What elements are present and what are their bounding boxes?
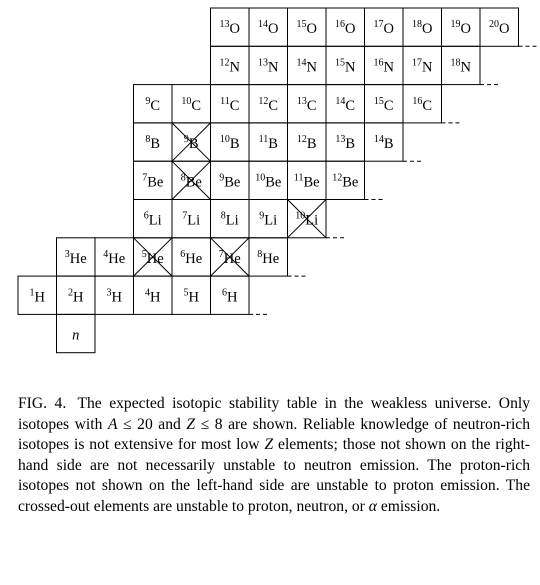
isotope-label: [257, 249, 279, 267]
element-symbol: N: [268, 59, 279, 76]
isotope-label: [220, 134, 240, 152]
isotope-cell: [172, 276, 211, 314]
isotope-cell: [326, 161, 365, 199]
isotope-label: [258, 57, 279, 75]
mass-number: 11: [293, 172, 304, 184]
element-symbol: B: [188, 136, 199, 153]
caption-run: ≤ 8 are shown. Reliable knowledge of neutron-rich isotopes is not extensive for most low: [18, 415, 530, 454]
element-symbol: Be: [342, 174, 359, 191]
mass-number: 6: [222, 287, 228, 299]
isotope-label: [181, 96, 201, 114]
element-symbol: H: [111, 289, 122, 306]
element-symbol: Li: [148, 212, 162, 229]
element-symbol: He: [185, 250, 203, 267]
isotope-cell: [326, 46, 365, 84]
mass-number: 8: [257, 248, 263, 260]
isotope-label: [72, 328, 79, 344]
isotope-cell: [365, 8, 404, 46]
isotope-label: [255, 172, 281, 190]
mass-number: 12: [219, 57, 230, 69]
isotope-label: [374, 57, 395, 75]
mass-number: 14: [296, 57, 307, 69]
isotope-label: [294, 172, 320, 190]
isotope-cell: [365, 46, 404, 84]
element-symbol: O: [268, 21, 279, 38]
mass-number: 10: [181, 95, 192, 107]
isotope-cell: [249, 161, 288, 199]
isotope-cell: [249, 123, 288, 161]
element-symbol: O: [229, 21, 240, 38]
isotope-cell: [249, 238, 288, 276]
element-symbol: H: [150, 289, 161, 306]
mass-number: 13: [296, 95, 307, 107]
isotope-cell: [211, 8, 250, 46]
isotope-cell: [172, 161, 211, 199]
element-symbol: O: [460, 21, 471, 38]
isotope-cell: [249, 85, 288, 123]
isotope-label: [259, 211, 277, 229]
isotope-cell: [249, 8, 288, 46]
element-symbol: Be: [147, 174, 164, 191]
isotope-label: [451, 19, 471, 37]
isotope-label: [297, 19, 317, 37]
element-symbol: He: [69, 250, 87, 267]
isotope-label: [335, 96, 355, 114]
mass-number: 12: [258, 95, 269, 107]
isotope-label: [30, 287, 46, 305]
isotope-cell: [249, 46, 288, 84]
element-symbol: He: [108, 250, 126, 267]
mass-number: 1: [29, 287, 35, 299]
mass-number: 13: [219, 19, 230, 31]
isotope-cell: [95, 238, 134, 276]
isotope-label: [374, 134, 394, 152]
isotope-label: [107, 287, 123, 305]
element-symbol: O: [306, 21, 317, 38]
isotope-cell: [326, 8, 365, 46]
element-symbol: Be: [224, 174, 241, 191]
mass-number: 6: [180, 248, 186, 260]
element-symbol: Be: [303, 174, 320, 191]
element-symbol: Be: [265, 174, 282, 191]
mass-number: 15: [373, 95, 384, 107]
isotope-label: [184, 134, 199, 152]
isotope-cell: [211, 123, 250, 161]
isotope-cell: [288, 85, 327, 123]
isotope-label: [297, 57, 318, 75]
isotope-cell: [57, 238, 96, 276]
element-symbol: Li: [225, 212, 239, 229]
element-symbol: H: [73, 289, 84, 306]
isotope-cell: [288, 46, 327, 84]
isotope-cell: [172, 200, 211, 238]
isotope-label: [180, 249, 202, 267]
element-symbol: N: [345, 59, 356, 76]
isotope-cell: [172, 238, 211, 276]
isotope-label: [220, 57, 241, 75]
isotope-label: [259, 134, 278, 152]
element-symbol: C: [229, 97, 240, 114]
isotope-cell: [211, 200, 250, 238]
isotope-cell: [403, 8, 442, 46]
isotope-label: [222, 287, 238, 305]
figure-caption: [18, 394, 530, 518]
element-symbol: O: [383, 21, 394, 38]
isotope-cell: [18, 276, 57, 314]
element-symbol: N: [383, 59, 394, 76]
isotope-cell: [403, 85, 442, 123]
mass-number: 17: [373, 19, 384, 31]
element-symbol: C: [150, 97, 161, 114]
isotope-label: [335, 134, 355, 152]
mass-number: 12: [296, 134, 307, 146]
caption-text: [18, 395, 530, 515]
isotope-label: [412, 57, 433, 75]
mass-number: 5: [141, 248, 147, 260]
mass-number: 20: [489, 19, 500, 31]
element-symbol: C: [345, 97, 356, 114]
caption-run: Z: [264, 436, 274, 454]
element-symbol: B: [229, 136, 240, 153]
isotope-cell: [57, 314, 96, 352]
isotope-cell: [442, 46, 481, 84]
isotope-label: [145, 287, 161, 305]
element-symbol: C: [191, 97, 202, 114]
mass-number: 18: [450, 57, 461, 69]
isotope-label: [220, 19, 240, 37]
isotope-cell: [134, 200, 173, 238]
element-symbol: N: [229, 59, 240, 76]
mass-number: 17: [412, 57, 423, 69]
isotope-cell: [134, 238, 173, 276]
element-symbol: N: [422, 59, 433, 76]
isotope-cell: [172, 85, 211, 123]
element-symbol: Li: [264, 212, 278, 229]
isotope-label: [184, 287, 200, 305]
mass-number: 16: [412, 95, 423, 107]
element-symbol: O: [345, 21, 356, 38]
mass-number: 9: [219, 172, 225, 184]
caption-run: A: [107, 415, 118, 433]
isotope-cell: [403, 46, 442, 84]
isotope-cell: [326, 123, 365, 161]
mass-number: 11: [258, 134, 269, 146]
element-symbol: He: [262, 250, 280, 267]
element-symbol: H: [227, 289, 238, 306]
mass-number: 10: [295, 210, 306, 222]
element-symbol: B: [345, 136, 356, 153]
caption-run: The expected isotopic stability table in the weakless universe. Only isotopes with: [18, 395, 530, 433]
isotope-label: [335, 19, 355, 37]
isotope-label: [374, 19, 394, 37]
mass-number: 8: [145, 134, 151, 146]
isotope-cell: [211, 46, 250, 84]
element-symbol: Be: [185, 174, 202, 191]
isotope-cell: [288, 161, 327, 199]
isotope-cell: [57, 276, 96, 314]
isotope-label: [145, 134, 160, 152]
mass-number: 16: [373, 57, 384, 69]
isotope-label: [142, 172, 163, 190]
mass-number: 7: [218, 248, 224, 260]
mass-number: 16: [335, 19, 346, 31]
mass-number: 15: [296, 19, 307, 31]
isotope-label: [68, 287, 84, 305]
mass-number: 7: [142, 172, 148, 184]
element-symbol: N: [460, 59, 471, 76]
mass-number: 10: [255, 172, 266, 184]
mass-number: 9: [259, 210, 265, 222]
caption-run: α: [368, 497, 377, 515]
mass-number: 10: [219, 134, 230, 146]
mass-number: 13: [258, 57, 269, 69]
isotope-cell: [442, 8, 481, 46]
isotope-cell: [211, 161, 250, 199]
mass-number: 18: [412, 19, 423, 31]
element-symbol: B: [150, 136, 161, 153]
isotope-cell: [480, 8, 519, 46]
mass-number: 2: [68, 287, 74, 299]
isotope-label: [65, 249, 87, 267]
isotope-label: [489, 19, 509, 37]
mass-number: 4: [145, 287, 151, 299]
mass-number: 14: [373, 134, 384, 146]
mass-number: 6: [143, 210, 149, 222]
isotope-cell: [211, 276, 250, 314]
isotope-label: [220, 96, 239, 114]
element-symbol: H: [34, 289, 45, 306]
isotope-cell: [134, 85, 173, 123]
element-symbol: B: [306, 136, 317, 153]
mass-number: 4: [103, 248, 109, 260]
element-symbol: Li: [305, 212, 319, 229]
isotope-cell: [249, 200, 288, 238]
element-symbol: C: [268, 97, 279, 114]
mass-number: 12: [332, 172, 343, 184]
mass-number: 9: [183, 134, 189, 146]
element-symbol: He: [223, 250, 241, 267]
element-symbol: O: [422, 21, 433, 38]
mass-number: 8: [180, 172, 186, 184]
mass-number: 11: [220, 95, 230, 107]
isotope-cell: [134, 161, 173, 199]
element-symbol: C: [306, 97, 317, 114]
element-symbol: H: [188, 289, 199, 306]
element-symbol: C: [383, 97, 394, 114]
caption-run: Z: [186, 415, 196, 433]
isotope-label: [451, 57, 472, 75]
element-symbol: Li: [187, 212, 201, 229]
element-symbol: He: [146, 250, 164, 267]
isotope-cell: [288, 8, 327, 46]
mass-number: 8: [220, 210, 226, 222]
mass-number: 7: [182, 210, 188, 222]
caption-run: ≤ 20 and: [117, 415, 187, 433]
isotope-label: [103, 249, 125, 267]
element-symbol: B: [268, 136, 278, 153]
isotope-cell: [134, 276, 173, 314]
isotope-label: [258, 96, 278, 114]
mass-number: 13: [335, 134, 346, 146]
isotope-label: [221, 211, 239, 229]
mass-number: 9: [145, 95, 151, 107]
isotope-cell: [288, 123, 327, 161]
element-symbol: B: [383, 136, 394, 153]
isotope-label: [297, 134, 317, 152]
isotope-cell: [211, 85, 250, 123]
isotope-label: [374, 96, 394, 114]
mass-number: 3: [64, 248, 70, 260]
isotope-label: [258, 19, 278, 37]
isotope-label: [144, 211, 162, 229]
element-symbol: C: [422, 97, 433, 114]
isotope-label: [335, 57, 356, 75]
isotope-cell: [211, 238, 250, 276]
isotope-cell: [365, 123, 404, 161]
element-symbol: O: [499, 21, 510, 38]
mass-number: 14: [258, 19, 269, 31]
isotope-label: [219, 172, 240, 190]
isotope-cell: [365, 85, 404, 123]
mass-number: 5: [183, 287, 189, 299]
isotope-label: [297, 96, 317, 114]
mass-number: 15: [335, 57, 346, 69]
isotope-cell: [326, 85, 365, 123]
isotope-label: [182, 211, 200, 229]
element-symbol: n: [72, 327, 80, 344]
figure-label: FIG. 4.: [18, 395, 67, 412]
mass-number: 19: [450, 19, 461, 31]
isotope-cell: [172, 123, 211, 161]
caption-run: emission.: [376, 497, 441, 515]
caption-run: elements; those not shown on the right-hand side are not necessarily unstable to neutron emission. The proton-rich isotopes not shown on the left-hand side are unstable to proton emission. The crossed-out elements are unstable to proton, neutron, or: [18, 436, 530, 515]
element-symbol: N: [306, 59, 317, 76]
isotope-cell: [288, 200, 327, 238]
isotope-label: [412, 19, 432, 37]
isotope-cell: [134, 123, 173, 161]
mass-number: 14: [335, 95, 346, 107]
isotope-label: [332, 172, 358, 190]
isotope-label: [145, 96, 160, 114]
mass-number: 3: [106, 287, 112, 299]
isotope-label: [412, 96, 432, 114]
isotope-cell: [95, 276, 134, 314]
